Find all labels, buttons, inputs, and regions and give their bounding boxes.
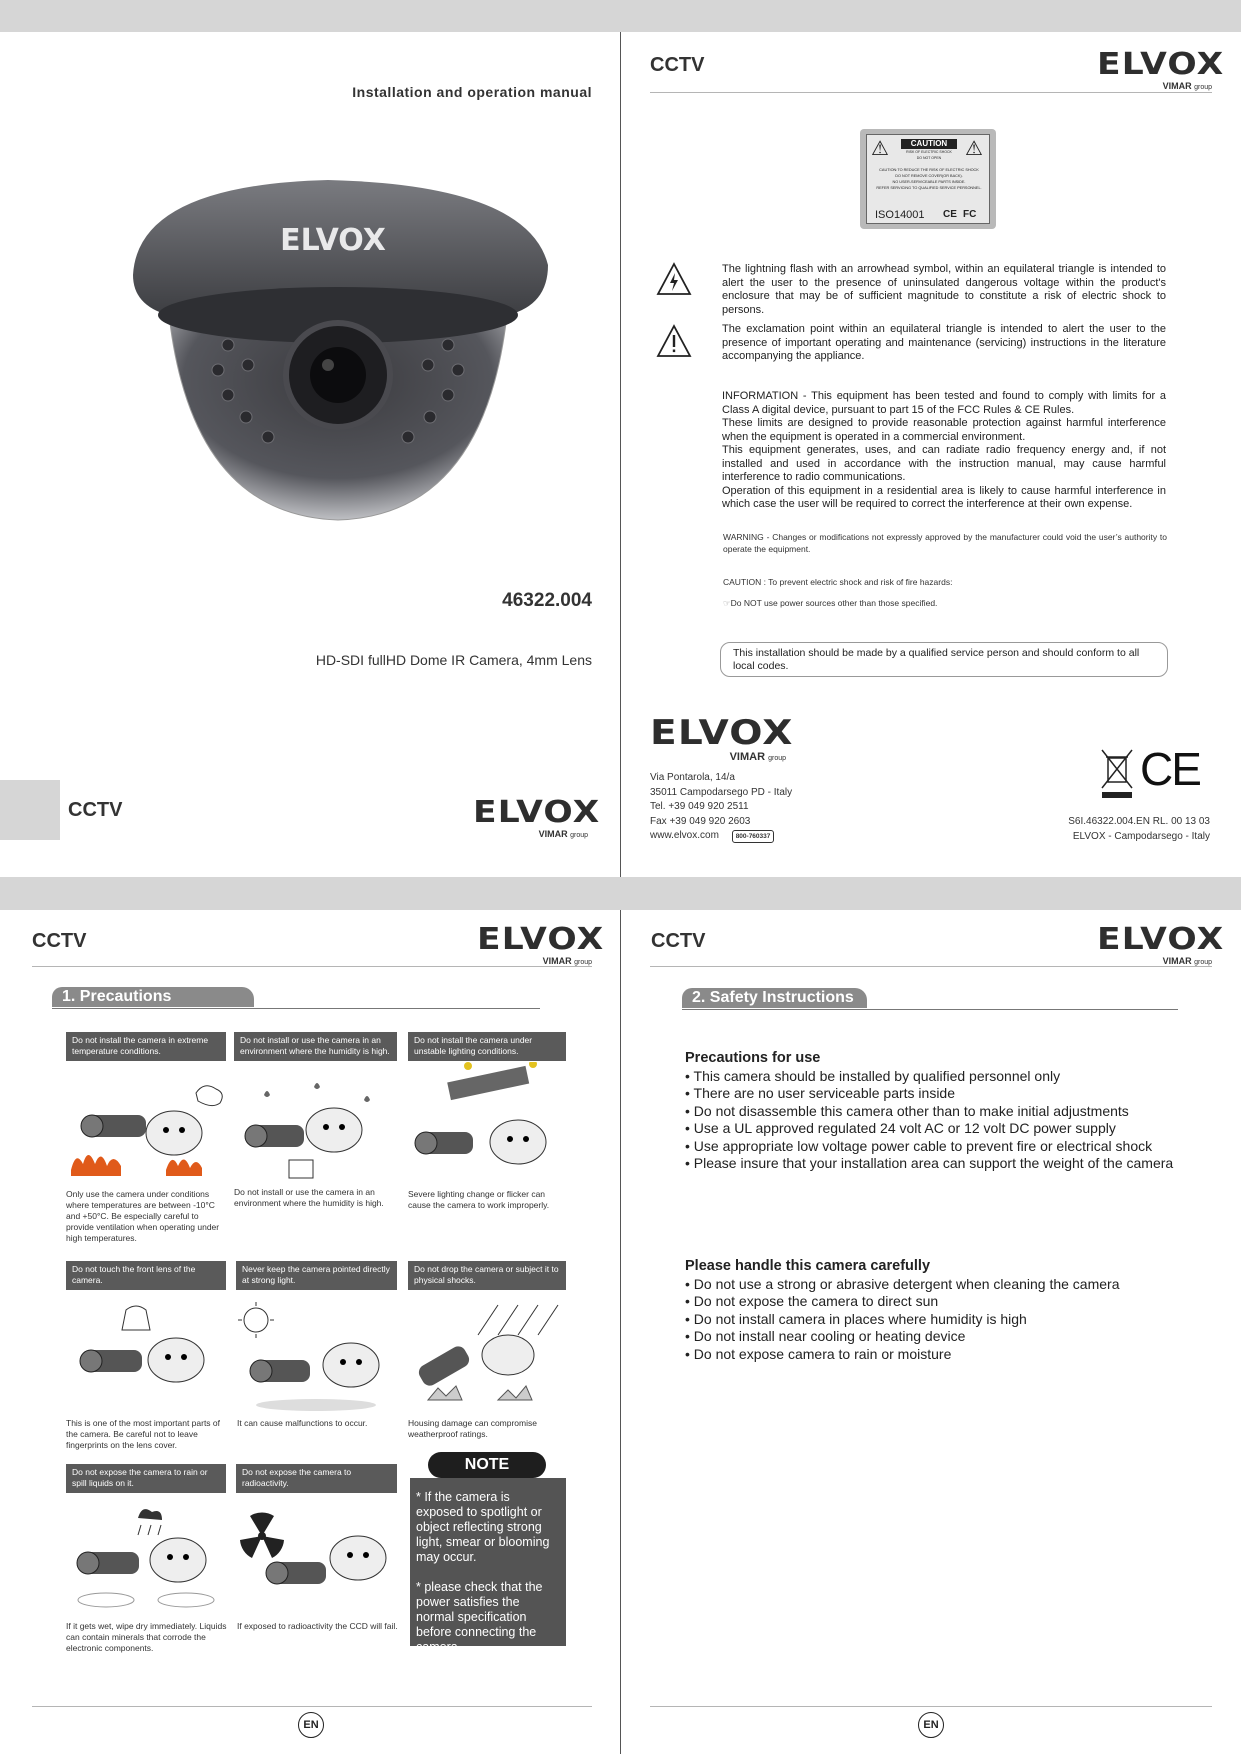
precaution-title-1: Do not install the camera in extreme temperature conditions. [66, 1032, 226, 1061]
logo-wordmark: ELVOX [473, 795, 601, 830]
precaution-bullet: • Do not disassemble this camera other than to make initial adjustments [685, 1102, 1129, 1119]
precaution-title-7: Do not expose the camera to rain or spill liquids on it. [66, 1464, 226, 1493]
lightning-symbol-text: The lightning flash with an arrowhead symbol, within an equilateral triangle is intended to alert the user to the presence of uninsulated dangerous voltage within the product's enclosure that may be of sufficient magnitude to constitute a risk of electric shock to persons. [722, 263, 1166, 316]
exclamation-triangle-icon [656, 324, 692, 358]
page2-header-rule [650, 92, 1212, 93]
caution-label-text1: CAUTION:TO REDUCE THE RISK OF ELECTRIC SHOCK [879, 168, 979, 172]
exclamation-icon: ⚠ [965, 138, 983, 160]
precautions-for-use-title: Precautions for use [685, 1050, 821, 1066]
note-item-1: * If the camera is exposed to spotlight or object reflecting strong light, smear or blooming may occur. [416, 1490, 550, 1564]
handling-bullet: • Do not use a strong or abrasive detergent when cleaning the camera [685, 1275, 1120, 1292]
page4-header-rule [650, 966, 1212, 967]
precaution-caption-3: Severe lighting change or flicker can cause the camera to work improperly. [408, 1189, 550, 1210]
humidity-illustration [234, 1075, 397, 1185]
page2-header: CCTV [650, 54, 705, 76]
caution-label-text3: NO USER-SERVICEABLE PARTS INSIDE. [892, 180, 966, 184]
precaution-caption-2: Do not install or use the camera in an environment where the humidity is high. [234, 1187, 384, 1208]
page3-header: CCTV [32, 930, 87, 952]
precaution-title-4: Do not touch the front lens of the camera. [66, 1261, 226, 1290]
cover-elvox-logo [473, 795, 601, 839]
note-box [410, 1478, 566, 1654]
product-description: HD-SDI fullHD Dome IR Camera, 4mm Lens [315, 652, 592, 668]
drop-shock-illustration [408, 1300, 566, 1415]
top-band [0, 0, 1241, 32]
website-link[interactable]: www.elvox.com [650, 830, 719, 841]
precaution-caption-5: It can cause malfunctions to occur. [237, 1418, 368, 1428]
precaution-title-8: Do not expose the camera to radioactivity. [236, 1464, 397, 1493]
ce-mark: CE [1140, 743, 1200, 795]
cover-gray-tab [0, 780, 60, 840]
cover-subtitle: Installation and operation manual [352, 84, 592, 100]
vimar-group-mark: VIMAR group [538, 829, 588, 839]
radioactivity-illustration [236, 1500, 397, 1618]
precaution-title-3: Do not install the camera under unstable lighting conditions. [408, 1032, 566, 1061]
lightning-triangle-icon [656, 262, 692, 296]
lighting-flicker-illustration [408, 1062, 566, 1185]
caution-label-text4: REFER SERVICING TO QUALIFIED SERVICE PERSONNEL. [876, 186, 982, 190]
handle-carefully-title: Please handle this camera carefully [685, 1258, 931, 1274]
document-code: S6I.46322.004.EN RL. 00 13 03 [1068, 816, 1210, 827]
precaution-bullet: • Use a UL approved regulated 24 volt AC or 12 volt DC power supply [685, 1120, 1116, 1136]
exclamation-symbol-text: The exclamation point within an equilateral triangle is intended to alert the user to the presence of important operating and maintenance (servicing) instructions in the literature accompanying the appliance. [722, 323, 1166, 362]
vimar-group-mark: VIMAR group [1162, 81, 1212, 91]
info-paragraph-1: INFORMATION - This equipment has been tested and found to comply with limits for a Class A digital device, pursuant to part 15 of the FCC Rules & CE Rules. [722, 390, 1166, 416]
safety-section-title: 2. Safety Instructions [682, 988, 867, 1008]
note-title: NOTE [428, 1452, 546, 1478]
info-paragraph-4: Operation of this equipment in a residential area is likely to cause harmful interference in which case the user will be required to correct the interference at their own expense. [722, 484, 1166, 510]
phone-badge: 800-760337 [732, 830, 775, 843]
caution-label [860, 129, 996, 229]
precaution-bullet: • Use appropriate low voltage power cable to prevent fire or electrical shock [685, 1137, 1153, 1154]
lightning-icon: ⚠ [871, 138, 889, 160]
page4-elvox-logo [1097, 922, 1225, 966]
handling-bullet: • Do not install near cooling or heating device [685, 1328, 966, 1344]
page2-footer-elvox-logo [650, 713, 794, 766]
installation-note-box [720, 642, 1168, 677]
precautions-section-title: 1. Precautions [52, 987, 254, 1007]
vimar-group-mark: VIMAR group [729, 751, 786, 763]
handling-bullet: • Do not expose the camera to direct sun [685, 1293, 939, 1309]
installation-note-text: This installation should be made by a qualified service person and should conform to all local codes. [733, 647, 1140, 672]
iso-mark: ISO14001 [875, 209, 925, 221]
warning-text: WARNING - Changes or modifications not expressly approved by the manufacturer could void the user’s authority to operate the equipment. [723, 532, 1167, 554]
page4-language-badge: EN [918, 1712, 944, 1738]
address-line: Fax +39 049 920 2603 [650, 815, 751, 827]
heat-fire-illustration [66, 1075, 226, 1185]
precaution-caption-6: Housing damage can compromise weatherproof ratings. [408, 1418, 537, 1439]
info-paragraph-2: These limits are designed to provide reasonable protection against harmful interference when the equipment is operated in a commercial environment. [722, 417, 1166, 443]
precaution-title-6: Do not drop the camera or subject it to physical shocks. [408, 1261, 566, 1290]
precaution-title-5: Never keep the camera pointed directly at strong light. [236, 1261, 397, 1290]
caution-label-line1: RISK OF ELECTRIC SHOCK [906, 150, 952, 154]
page3-language-badge: EN [298, 1712, 324, 1738]
handle-carefully-block [685, 1258, 1225, 1363]
precaution-bullet: • This camera should be installed by qualified personnel only [685, 1067, 1061, 1084]
touch-lens-illustration [66, 1300, 226, 1415]
product-code: 46322.004 [502, 590, 592, 611]
caution-label-text2: DO NOT REMOVE COVER(OR BACK). [895, 174, 963, 178]
page-divider-top [620, 32, 621, 877]
precaution-bullet: • There are no user serviceable parts inside [685, 1085, 956, 1101]
precaution-caption-1: Only use the camera under conditions where temperatures are between -10°C and +50°C. Be especially careful to provide ventilation when operating under high temperatures. [66, 1189, 220, 1243]
website-line [650, 829, 890, 844]
strong-light-illustration [236, 1300, 397, 1415]
fcc-information [722, 390, 1166, 512]
weee-bin-icon [1100, 748, 1134, 800]
logo-wordmark: ELVOX [650, 713, 794, 753]
camera-brand-mark: ELVOX [280, 223, 386, 258]
precaution-caption-7: If it gets wet, wipe dry immediately. Liquids can contain minerals that corrode the electronic components. [66, 1621, 227, 1653]
vimar-group-mark: VIMAR group [1162, 956, 1212, 966]
precautions-rule [52, 1008, 540, 1009]
logo-wordmark: ELVOX [1097, 47, 1225, 82]
page3-elvox-logo [477, 922, 605, 966]
caution-label-line2: DO NOT OPEN [916, 156, 942, 160]
address-line: Via Pontarola, 14/a [650, 772, 735, 783]
page4-header: CCTV [651, 930, 706, 952]
fcc-mark: FC [963, 209, 977, 220]
precaution-caption-4: This is one of the most important parts of the camera. Be careful not to leave fingerprints on the lens cover. [66, 1418, 221, 1450]
precaution-title-2: Do not install or use the camera in an environment where the humidity is high. [234, 1032, 397, 1061]
caution-label-title: CAUTION [901, 139, 957, 149]
precaution-caption-8: If exposed to radioactivity the CCD will fail. [237, 1621, 398, 1631]
note-item-2: * please check that the power satisfies the normal specification before connecting the camera. [416, 1580, 543, 1654]
safety-rule [682, 1009, 1178, 1010]
dome-camera-photo [128, 165, 558, 525]
cover-footer-label: CCTV [68, 799, 123, 821]
caution-text: CAUTION : To prevent electric shock and risk of fire hazards: [723, 577, 953, 587]
caution-item: ☞Do NOT use power sources other than those specified. [723, 598, 938, 608]
company-address [650, 771, 890, 844]
info-paragraph-3: This equipment generates, uses, and can radiate radio frequency energy and, if not installed and used in accordance with the instruction manual, may cause harmful interference to radio communications. [722, 444, 1166, 483]
company-location: ELVOX - Campodarsego - Italy [1072, 831, 1210, 842]
address-line: 35011 Campodarsego PD - Italy [650, 786, 793, 798]
precaution-bullet: • Please insure that your installation area can support the weight of the camera [685, 1155, 1174, 1171]
page3-header-rule [32, 966, 592, 967]
page2-elvox-logo [1097, 47, 1225, 91]
page-divider-bottom [620, 910, 621, 1754]
precautions-for-use-block [685, 1050, 1225, 1173]
page3-footer-rule [32, 1706, 592, 1707]
ce-mark-small: CE [943, 209, 957, 220]
rain-illustration [66, 1500, 226, 1618]
handling-bullet: • Do not expose camera to rain or moisture [685, 1345, 952, 1362]
handling-bullet: • Do not install camera in places where humidity is high [685, 1310, 1027, 1327]
logo-wordmark: ELVOX [477, 922, 605, 957]
middle-band [0, 877, 1241, 910]
page4-footer-rule [650, 1706, 1212, 1707]
logo-wordmark: ELVOX [1097, 922, 1225, 957]
vimar-group-mark: VIMAR group [542, 956, 592, 966]
pointing-hand-icon: ☞ [723, 598, 731, 608]
address-line: Tel. +39 049 920 2511 [650, 801, 749, 812]
